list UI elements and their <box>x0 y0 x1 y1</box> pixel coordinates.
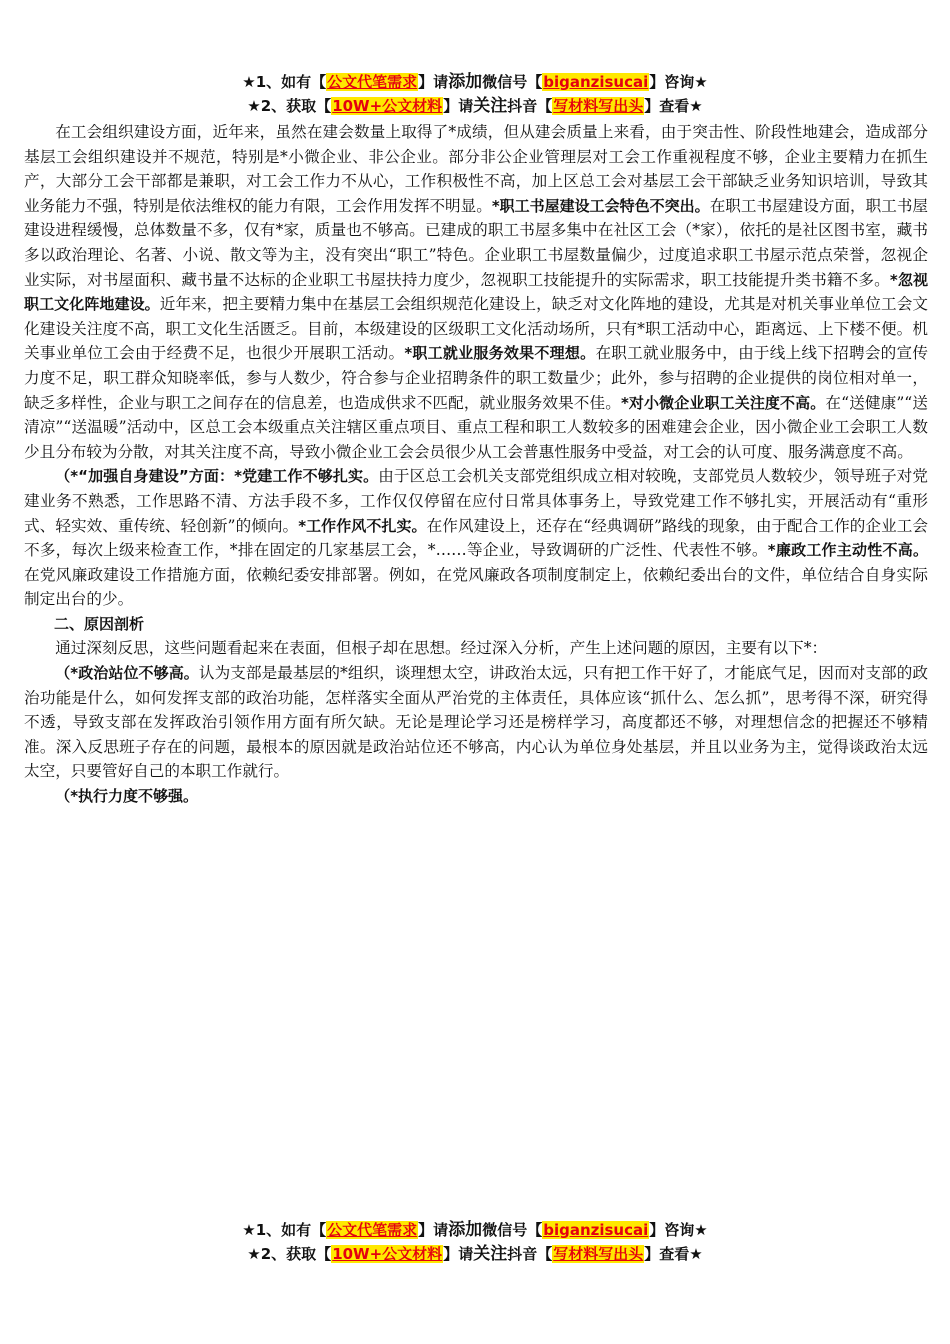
body-text: 认为支部是最基层的*组织，谈理想太空，讲政治太远，只有把工作干好了，才能底气足，因而对支部的政治功能是什么，如何发挥支部的政治功能，怎样落实全面从严治党的主体责任，具体应该“抓什么、怎么抓”，思考得不深，研究得不透，导致支部在发挥政治引领作用方面有所欠缺。无论是理论学习还是榜样学习，高度都还不够，对理想信念的把握还不够精准。深入反思班子存在的问题，最根本的原因就是政治站位还不够高，内心认为单位身处基层，并且以业务为主，觉得谈政治太远太空，只要管好自己的本职工作就行。 <box>24 664 928 781</box>
banner-highlight[interactable]: 10W+公文材料 <box>332 97 443 115</box>
bold-point: （*“加强自身建设”方面：*党建工作不够扎实。 <box>55 467 379 486</box>
body-text: 在党风廉政建设工作措施方面，依赖纪委安排部署。例如，在党风廉政各项制度制定上，依赖纪委出台的文件，单位结合自身实际制定出台的少。 <box>24 565 928 609</box>
banner-highlight[interactable]: 公文代笔需求 <box>327 1221 418 1239</box>
banner-line-2 <box>0 1242 950 1266</box>
top-banner <box>0 70 950 118</box>
document-body <box>24 120 928 809</box>
bold-point: *对小微企业职工关注度不高。 <box>620 393 826 412</box>
body-text: 在职工书屋建设方面，职工书屋建设进程缓慢，总体数量不多，仅有*家，质量也不够高。已建成的职工书屋多集中在社区工会（*家），依托的是社区图书室，藏书多以政治理论、名著、小说、散文等为主，没有突出“职工”特色。企业职工书屋数量偏少，过度追求职工书屋示范点荣誉，忽视企业实际，对书屋面积、藏书量不达标的企业职工书屋扶持力度少，忽视职工技能提升的实际需求，职工技能提升类书籍不多。 <box>24 196 929 289</box>
banner-text: 】请 <box>443 97 474 115</box>
bold-point: *职工就业服务效果不理想。 <box>404 344 596 363</box>
banner-douyin-id[interactable]: 写材料写出头 <box>553 1245 644 1263</box>
paragraph-political-stance <box>24 661 928 784</box>
banner-text: 】请 <box>418 1221 449 1239</box>
paragraph-execution <box>24 784 928 809</box>
bottom-banner <box>0 1218 950 1266</box>
banner-text: ★2、获取【 <box>247 1245 332 1263</box>
banner-text: 关注 <box>473 1244 508 1264</box>
banner-text: 微信号【 <box>482 73 543 91</box>
banner-line-1 <box>0 70 950 94</box>
banner-wechat-id[interactable]: biganzisucai <box>543 73 649 91</box>
banner-text: 添加 <box>448 1220 483 1240</box>
banner-text: 添加 <box>448 72 483 92</box>
banner-highlight[interactable]: 公文代笔需求 <box>327 73 418 91</box>
body-text: 在作风建设上，还存在“经典调研”路线的现象，由于配合工作的企业工会不多，每次上级来检查工作，*排在固定的几家基层工会，*……等企业，导致调研的广泛性、代表性不够。 <box>24 516 928 560</box>
banner-text: 抖音【 <box>507 1245 553 1263</box>
bold-point: *忽视职工文化阵地建设。 <box>24 270 928 314</box>
paragraph-union-building <box>24 120 928 464</box>
banner-line-2 <box>0 94 950 118</box>
banner-wechat-id[interactable]: biganzisucai <box>543 1221 649 1239</box>
body-text: 在工会组织建设方面，近年来，虽然在建会数量上取得了*成绩，但从建会质量上来看，由于突击性、阶段性地建会，造成部分基层工会组织建设并不规范，特别是*小微企业、非公企业。部分非公企业管理层对工会工作重视程度不够，企业主要精力在抓生产，大部分工会干部都是兼职，对工会工作力不从心，工作积极性不高，加上区总工会对基层工会干部缺乏业务知识培训，导致其业务能力不强，特别是依法维权的能力有限，工会作用发挥不明显。 <box>24 123 928 215</box>
paragraph-reflection: 通过深刻反思，这些问题看起来在表面，但根子却在思想。经过深入分析，产生上述问题的原因，主要有以下*： <box>55 639 828 658</box>
body-text: 近年来，把主要精力集中在基层工会组织规范化建设上，缺乏对文化阵地的建设，尤其是对机关事业单位工会文化建设关注度不高，职工文化生活匮乏。目前，本级建设的区级职工文化活动场所，只有*职工活动中心，距离远、上下楼不便。机关事业单位工会由于经费不足，也很少开展职工活动。 <box>24 295 928 363</box>
banner-text: 】请 <box>418 73 449 91</box>
banner-text: ★1、如有【 <box>242 73 327 91</box>
banner-text: 】请 <box>443 1245 474 1263</box>
banner-text: 微信号【 <box>482 1221 543 1239</box>
banner-line-1 <box>0 1218 950 1242</box>
paragraph-self-building <box>24 464 928 612</box>
bold-point: （*政治站位不够高。 <box>55 664 199 683</box>
banner-text: 关注 <box>473 96 508 116</box>
banner-text: 】咨询★ <box>649 1221 708 1239</box>
banner-text: 抖音【 <box>507 97 553 115</box>
body-text: 在职工就业服务中，由于线上线下招聘会的宣传力度不足，职工群众知晓率低，参与人数少，符合参与企业招聘条件的职工数量少；此外，参与招聘的企业提供的岗位相对单一，缺乏多样性，企业与职工之间存在的信息差，也造成供求不匹配，就业服务效果不佳。 <box>24 344 928 412</box>
bold-point: （*执行力度不够强。 <box>55 787 199 806</box>
banner-text: 】查看★ <box>644 1245 703 1263</box>
banner-text: 】查看★ <box>644 97 703 115</box>
section-heading: 二、原因剖析 <box>54 614 145 633</box>
banner-text: ★1、如有【 <box>242 1221 327 1239</box>
banner-highlight[interactable]: 10W+公文材料 <box>332 1245 443 1263</box>
body-text: 在“送健康”“送清凉”“送温暖”活动中，区总工会本级重点关注辖区重点项目、重点工程和职工人数较多的困难建会企业，因小微企业工会职工人数少且分布较为分散，对其关注度不高，导致小微企业工会会员很少从工会普惠性服务中受益，对工会的认可度、服务满意度不高。 <box>24 393 928 461</box>
banner-text: ★2、获取【 <box>247 97 332 115</box>
banner-douyin-id[interactable]: 写材料写出头 <box>553 97 644 115</box>
body-text: 由于区总工会机关支部党组织成立相对较晚，支部党员人数较少，领导班子对党建业务不熟悉，工作思路不清、方法手段不多，工作仅仅停留在应付日常具体事务上，导致党建工作不够扎实，开展活动有“重形式、轻实效、重传统、轻创新”的倾向。 <box>24 467 928 535</box>
bold-point: *职工书屋建设工会特色不突出。 <box>491 196 710 215</box>
banner-text: 】咨询★ <box>649 73 708 91</box>
bold-point: *廉政工作主动性不高。 <box>767 541 928 560</box>
bold-point: *工作作风不扎实。 <box>298 516 427 535</box>
